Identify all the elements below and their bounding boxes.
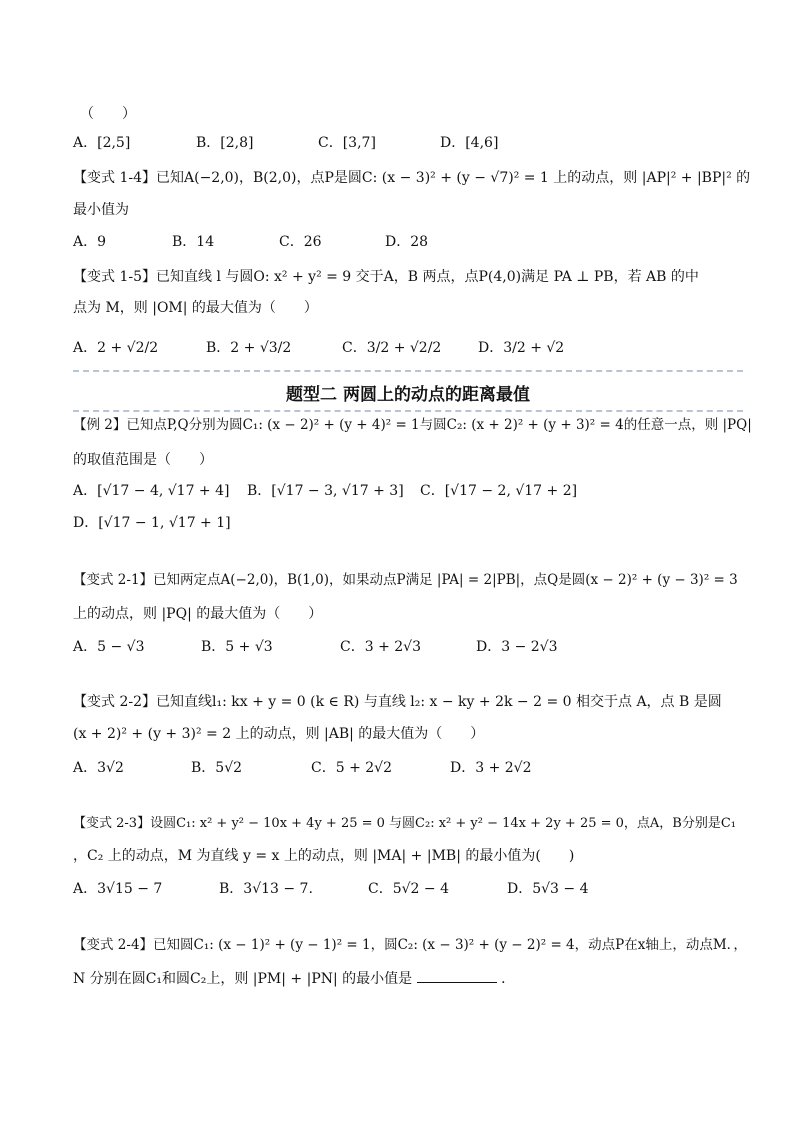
section-title: 题型二 两圆上的动点的距离最值 (286, 385, 530, 405)
question-2-3-line2: ，C₂ 上的动点，M 为直线 y = x 上的动点，则 |MA| + |MB| 的最小值为( ) (73, 848, 575, 864)
divider-bottom (73, 410, 743, 412)
question-2-2-line1: 【变式 2-2】已知直线l₁: kx + y = 0 (k ∈ R) 与直线 l₂: x − ky + 2k − 2 = 0 相交于点 A，点 B 是圆 (73, 694, 722, 710)
option-a: A．9 (73, 234, 107, 250)
question-2-2-line2: (x + 2)² + (y + 3)² = 2 上的动点，则 |AB| 的最大值为（ ） (73, 726, 485, 742)
option-b: B．[2,8] (196, 135, 254, 151)
question-2-4-line2-text: N 分别在圆C₁和圆C₂上，则 |PM| + |PN| 的最小值是 (73, 971, 413, 987)
answer-blank[interactable] (417, 968, 497, 983)
option-b: B．2 + √3/2 (206, 340, 292, 356)
option-c: C．[3,7] (318, 135, 376, 151)
question-2-1-line2: 上的动点，则 |PQ| 的最大值为（ ） (73, 606, 323, 622)
question-2-4-line2-end: ． (501, 971, 516, 987)
question-1-4-line1: 【变式 1-4】已知A(−2,0)，B(2,0)，点P是圆C: (x − 3)² + (y − √7)² = 1 上的动点，则 |AP|² + |BP|² 的 (73, 170, 751, 186)
option-b: B．[√17 − 3, √17 + 3] (247, 483, 404, 499)
option-a: A．[√17 − 4, √17 + 4] (73, 483, 230, 499)
option-a: A．[2,5] (73, 135, 131, 151)
option-d: D．[√17 − 1, √17 + 1] (73, 515, 231, 531)
option-c: C．5√2 − 4 (368, 881, 449, 897)
question-1-5-line1: 【变式 1-5】已知直线 l 与圆O: x² + y² = 9 交于A，B 两点，点P(4,0)满足 PA ⊥ PB，若 AB 的中 (73, 269, 699, 285)
option-b: B．3√13 − 7. (219, 881, 313, 897)
option-d: D．28 (385, 234, 429, 250)
option-a: A．3√15 − 7 (73, 881, 163, 897)
divider-top (73, 370, 743, 372)
question-2-1-line1: 【变式 2-1】已知两定点A(−2,0)，B(1,0)，如果动点P满足 |PA| = 2|PB|，点Q是圆(x − 2)² + (y − 3)² = 3 (73, 572, 738, 588)
question-2-4-line2 (73, 968, 515, 989)
option-b: B．14 (172, 234, 215, 250)
option-d: D．5√3 − 4 (507, 881, 589, 897)
option-c: C．5 + 2√2 (311, 760, 392, 776)
option-a: A．2 + √2/2 (73, 340, 159, 356)
example-2-line2: 的取值范围是（ ） (73, 452, 213, 468)
option-b: B．5 + √3 (201, 639, 273, 655)
question-1-4-line2: 最小值为 (73, 202, 129, 218)
option-c: C．26 (279, 234, 322, 250)
question-2-4-line1: 【变式 2-4】已知圆C₁: (x − 1)² + (y − 1)² = 1，圆C₂: (x − 3)² + (y − 2)² = 4，动点P在x轴上，动点M．， (73, 937, 747, 953)
option-c: C．3 + 2√3 (340, 639, 421, 655)
section-title-bar (73, 354, 743, 405)
option-d: D．3 − 2√3 (476, 639, 558, 655)
option-c: C．3/2 + √2/2 (342, 340, 442, 356)
option-d: D．3 + 2√2 (450, 760, 532, 776)
option-d: D．3/2 + √2 (478, 340, 565, 356)
question-2-3-line1: 【变式 2-3】设圆C₁: x² + y² − 10x + 4y + 25 = 0 与圆C₂: x² + y² − 14x + 2y + 25 = 0，点A，B分别是C₁ (73, 816, 737, 831)
example-2-line1: 【例 2】已知点P,Q分别为圆C₁: (x − 2)² + (y + 4)² = 1与圆C₂: (x + 2)² + (y + 3)² = 4的任意一点，则 |PQ| (73, 417, 752, 433)
option-b: B．5√2 (191, 760, 243, 776)
option-d: D．[4,6] (440, 135, 499, 151)
option-c: C．[√17 − 2, √17 + 2] (420, 483, 578, 499)
question-stem-tail: （ ） (80, 106, 136, 122)
option-a: A．5 − √3 (73, 639, 145, 655)
question-1-5-line2: 点为 M，则 |OM| 的最大值为（ ） (73, 300, 318, 316)
option-a: A．3√2 (73, 760, 124, 776)
